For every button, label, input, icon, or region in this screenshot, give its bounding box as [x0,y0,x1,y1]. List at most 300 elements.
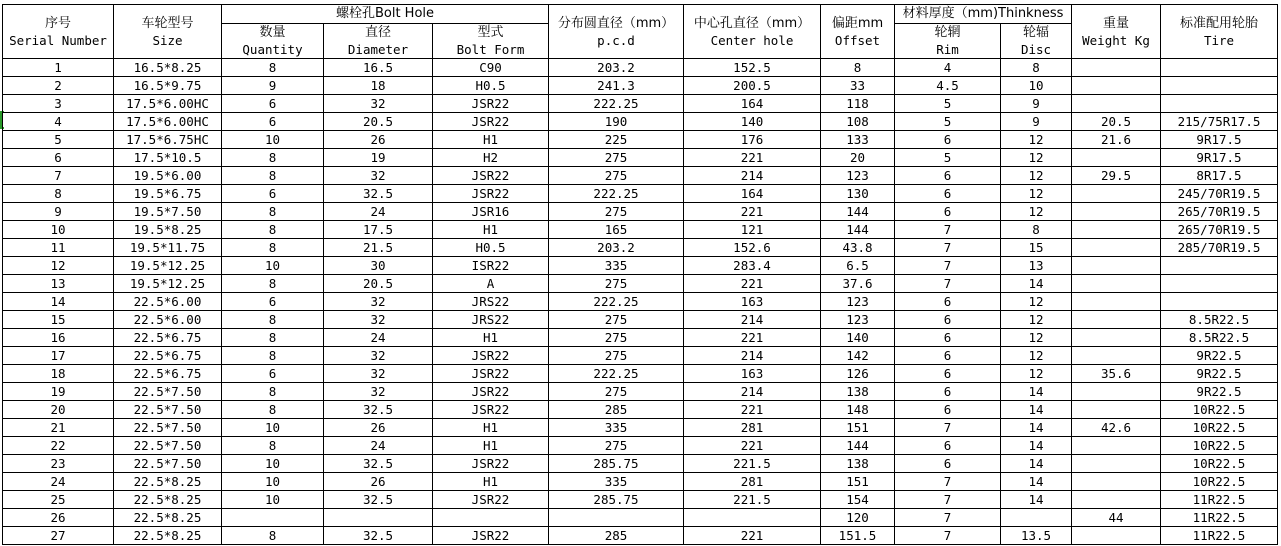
cell-offset[interactable]: 142 [821,347,895,365]
cell-serial[interactable]: 19 [3,383,114,401]
header-serial[interactable] [3,5,114,59]
cell-size[interactable]: 16.5*8.25 [114,59,222,77]
cell-rim[interactable]: 7 [895,473,1001,491]
cell-tire[interactable] [1161,59,1278,77]
cell-offset[interactable]: 144 [821,221,895,239]
cell-center-hole[interactable]: 152.6 [684,239,821,257]
cell-weight[interactable] [1072,221,1161,239]
header-rim[interactable] [895,24,1001,59]
cell-diameter[interactable]: 32.5 [324,527,433,545]
cell-tire[interactable]: 9R17.5 [1161,131,1278,149]
cell-serial[interactable]: 15 [3,311,114,329]
cell-bolt-form[interactable]: JSR16 [433,203,549,221]
cell-bolt-form[interactable]: C90 [433,59,549,77]
cell-rim[interactable]: 5 [895,95,1001,113]
cell-diameter[interactable]: 26 [324,473,433,491]
cell-size[interactable]: 22.5*8.25 [114,491,222,509]
cell-quantity[interactable]: 8 [222,329,324,347]
cell-weight[interactable] [1072,437,1161,455]
cell-disc[interactable]: 12 [1001,365,1072,383]
cell-disc[interactable] [1001,509,1072,527]
cell-quantity[interactable]: 10 [222,257,324,275]
cell-quantity[interactable]: 6 [222,113,324,131]
cell-size[interactable]: 22.5*6.00 [114,293,222,311]
cell-diameter[interactable]: 24 [324,203,433,221]
cell-tire[interactable]: 285/70R19.5 [1161,239,1278,257]
cell-disc[interactable]: 9 [1001,95,1072,113]
cell-pcd[interactable]: 275 [549,311,684,329]
cell-serial[interactable]: 23 [3,455,114,473]
cell-bolt-form[interactable]: H2 [433,149,549,167]
cell-disc[interactable]: 12 [1001,167,1072,185]
header-bolt-hole[interactable]: 螺栓孔Bolt Hole [222,5,549,24]
cell-serial[interactable]: 9 [3,203,114,221]
cell-bolt-form[interactable]: JSR22 [433,167,549,185]
cell-quantity[interactable]: 10 [222,491,324,509]
cell-pcd[interactable]: 165 [549,221,684,239]
cell-weight[interactable] [1072,383,1161,401]
cell-diameter[interactable]: 32.5 [324,491,433,509]
cell-weight[interactable]: 42.6 [1072,419,1161,437]
cell-serial[interactable]: 1 [3,59,114,77]
header-diameter[interactable] [324,24,433,59]
cell-tire[interactable] [1161,257,1278,275]
cell-weight[interactable] [1072,257,1161,275]
cell-quantity[interactable]: 8 [222,59,324,77]
cell-offset[interactable]: 138 [821,383,895,401]
cell-serial[interactable]: 21 [3,419,114,437]
cell-weight[interactable] [1072,185,1161,203]
cell-serial[interactable]: 16 [3,329,114,347]
cell-rim[interactable]: 6 [895,167,1001,185]
cell-disc[interactable]: 12 [1001,149,1072,167]
cell-center-hole[interactable]: 121 [684,221,821,239]
cell-serial[interactable]: 8 [3,185,114,203]
cell-center-hole[interactable]: 281 [684,473,821,491]
cell-center-hole[interactable]: 281 [684,419,821,437]
cell-diameter[interactable]: 32 [324,383,433,401]
cell-quantity[interactable]: 8 [222,149,324,167]
cell-rim[interactable]: 6 [895,455,1001,473]
cell-rim[interactable]: 6 [895,365,1001,383]
cell-pcd[interactable]: 335 [549,419,684,437]
header-center-hole[interactable] [684,5,821,59]
cell-diameter[interactable]: 32.5 [324,455,433,473]
header-tire[interactable] [1161,5,1278,59]
cell-tire[interactable] [1161,293,1278,311]
cell-serial[interactable]: 24 [3,473,114,491]
cell-diameter[interactable]: 30 [324,257,433,275]
cell-pcd[interactable]: 222.25 [549,95,684,113]
cell-weight[interactable] [1072,203,1161,221]
cell-pcd[interactable]: 203.2 [549,59,684,77]
cell-bolt-form[interactable]: H1 [433,419,549,437]
cell-quantity[interactable]: 9 [222,77,324,95]
cell-diameter[interactable]: 32.5 [324,401,433,419]
cell-center-hole[interactable]: 164 [684,185,821,203]
cell-quantity[interactable]: 10 [222,419,324,437]
cell-diameter[interactable]: 20.5 [324,275,433,293]
cell-rim[interactable]: 7 [895,221,1001,239]
cell-disc[interactable]: 12 [1001,311,1072,329]
cell-bolt-form[interactable]: JSR22 [433,455,549,473]
cell-offset[interactable]: 120 [821,509,895,527]
cell-rim[interactable]: 6 [895,383,1001,401]
cell-pcd[interactable]: 285 [549,527,684,545]
cell-weight[interactable] [1072,401,1161,419]
cell-rim[interactable]: 6 [895,437,1001,455]
cell-rim[interactable]: 6 [895,293,1001,311]
header-size[interactable] [114,5,222,59]
cell-pcd[interactable]: 275 [549,203,684,221]
cell-diameter[interactable]: 18 [324,77,433,95]
cell-tire[interactable] [1161,275,1278,293]
cell-center-hole[interactable]: 214 [684,311,821,329]
cell-diameter[interactable] [324,509,433,527]
cell-disc[interactable]: 14 [1001,401,1072,419]
cell-weight[interactable] [1072,329,1161,347]
cell-quantity[interactable]: 6 [222,293,324,311]
cell-diameter[interactable]: 24 [324,437,433,455]
cell-tire[interactable]: 10R22.5 [1161,437,1278,455]
cell-size[interactable]: 16.5*9.75 [114,77,222,95]
cell-pcd[interactable]: 275 [549,275,684,293]
cell-size[interactable]: 22.5*8.25 [114,509,222,527]
cell-offset[interactable]: 20 [821,149,895,167]
cell-center-hole[interactable]: 221 [684,401,821,419]
cell-offset[interactable]: 151 [821,419,895,437]
cell-size[interactable]: 22.5*7.50 [114,419,222,437]
cell-bolt-form[interactable]: H1 [433,221,549,239]
cell-offset[interactable]: 140 [821,329,895,347]
cell-center-hole[interactable]: 221 [684,437,821,455]
cell-diameter[interactable]: 32 [324,365,433,383]
cell-serial[interactable]: 12 [3,257,114,275]
cell-bolt-form[interactable]: JSR22 [433,401,549,419]
cell-size[interactable]: 17.5*6.75HC [114,131,222,149]
cell-disc[interactable]: 9 [1001,113,1072,131]
cell-bolt-form[interactable]: JSR22 [433,95,549,113]
cell-quantity[interactable]: 8 [222,221,324,239]
cell-bolt-form[interactable]: A [433,275,549,293]
cell-tire[interactable]: 265/70R19.5 [1161,221,1278,239]
cell-tire[interactable]: 11R22.5 [1161,491,1278,509]
cell-weight[interactable]: 35.6 [1072,365,1161,383]
cell-quantity[interactable]: 8 [222,167,324,185]
cell-bolt-form[interactable]: JSR22 [433,383,549,401]
cell-size[interactable]: 22.5*7.50 [114,401,222,419]
cell-disc[interactable]: 15 [1001,239,1072,257]
cell-serial[interactable]: 2 [3,77,114,95]
cell-rim[interactable]: 7 [895,527,1001,545]
cell-bolt-form[interactable]: H0.5 [433,239,549,257]
cell-tire[interactable]: 265/70R19.5 [1161,203,1278,221]
cell-pcd[interactable]: 275 [549,149,684,167]
cell-rim[interactable]: 5 [895,113,1001,131]
cell-center-hole[interactable]: 221 [684,149,821,167]
cell-rim[interactable]: 4 [895,59,1001,77]
cell-tire[interactable]: 8.5R22.5 [1161,311,1278,329]
cell-disc[interactable]: 8 [1001,59,1072,77]
cell-pcd[interactable]: 222.25 [549,185,684,203]
cell-quantity[interactable]: 8 [222,203,324,221]
cell-center-hole[interactable]: 214 [684,167,821,185]
cell-bolt-form[interactable]: H1 [433,131,549,149]
cell-size[interactable]: 22.5*8.25 [114,527,222,545]
cell-rim[interactable]: 6 [895,131,1001,149]
cell-quantity[interactable]: 8 [222,383,324,401]
cell-serial[interactable]: 3 [3,95,114,113]
cell-serial[interactable]: 14 [3,293,114,311]
cell-weight[interactable] [1072,491,1161,509]
cell-disc[interactable]: 12 [1001,131,1072,149]
cell-pcd[interactable]: 222.25 [549,293,684,311]
cell-pcd[interactable]: 335 [549,257,684,275]
cell-disc[interactable]: 14 [1001,419,1072,437]
cell-size[interactable]: 22.5*6.75 [114,329,222,347]
cell-quantity[interactable]: 6 [222,365,324,383]
cell-tire[interactable]: 245/70R19.5 [1161,185,1278,203]
cell-size[interactable]: 19.5*8.25 [114,221,222,239]
cell-tire[interactable]: 10R22.5 [1161,473,1278,491]
cell-offset[interactable]: 154 [821,491,895,509]
cell-rim[interactable]: 6 [895,401,1001,419]
cell-serial[interactable]: 7 [3,167,114,185]
cell-quantity[interactable]: 8 [222,347,324,365]
cell-pcd[interactable]: 275 [549,167,684,185]
cell-diameter[interactable]: 19 [324,149,433,167]
cell-tire[interactable]: 10R22.5 [1161,455,1278,473]
cell-center-hole[interactable] [684,509,821,527]
cell-pcd[interactable]: 203.2 [549,239,684,257]
cell-rim[interactable]: 6 [895,311,1001,329]
cell-pcd[interactable]: 275 [549,347,684,365]
cell-weight[interactable]: 29.5 [1072,167,1161,185]
cell-bolt-form[interactable]: JSR22 [433,527,549,545]
cell-center-hole[interactable]: 221.5 [684,491,821,509]
cell-weight[interactable] [1072,149,1161,167]
cell-size[interactable]: 19.5*7.50 [114,203,222,221]
cell-offset[interactable]: 148 [821,401,895,419]
cell-serial[interactable]: 22 [3,437,114,455]
header-offset[interactable] [821,5,895,59]
cell-center-hole[interactable]: 152.5 [684,59,821,77]
cell-quantity[interactable]: 10 [222,455,324,473]
cell-diameter[interactable]: 32 [324,347,433,365]
cell-weight[interactable] [1072,275,1161,293]
cell-disc[interactable]: 10 [1001,77,1072,95]
cell-tire[interactable]: 215/75R17.5 [1161,113,1278,131]
cell-rim[interactable]: 6 [895,185,1001,203]
cell-pcd[interactable]: 222.25 [549,365,684,383]
cell-disc[interactable]: 14 [1001,491,1072,509]
cell-pcd[interactable]: 275 [549,383,684,401]
cell-weight[interactable] [1072,95,1161,113]
cell-quantity[interactable]: 8 [222,239,324,257]
cell-center-hole[interactable]: 221 [684,329,821,347]
cell-rim[interactable]: 4.5 [895,77,1001,95]
cell-serial[interactable]: 11 [3,239,114,257]
header-pcd[interactable] [549,5,684,59]
cell-diameter[interactable]: 32 [324,95,433,113]
cell-weight[interactable] [1072,239,1161,257]
cell-diameter[interactable]: 26 [324,419,433,437]
cell-size[interactable]: 19.5*12.25 [114,257,222,275]
cell-center-hole[interactable]: 221.5 [684,455,821,473]
cell-offset[interactable]: 126 [821,365,895,383]
cell-bolt-form[interactable]: JSR22 [433,113,549,131]
cell-offset[interactable]: 144 [821,203,895,221]
cell-rim[interactable]: 7 [895,509,1001,527]
cell-bolt-form[interactable]: JSR22 [433,185,549,203]
cell-rim[interactable]: 7 [895,419,1001,437]
cell-bolt-form[interactable]: H1 [433,473,549,491]
cell-weight[interactable] [1072,347,1161,365]
cell-disc[interactable]: 12 [1001,293,1072,311]
cell-pcd[interactable]: 241.3 [549,77,684,95]
cell-diameter[interactable]: 32 [324,311,433,329]
cell-rim[interactable]: 7 [895,239,1001,257]
cell-offset[interactable]: 108 [821,113,895,131]
cell-quantity[interactable] [222,509,324,527]
cell-tire[interactable]: 9R17.5 [1161,149,1278,167]
cell-bolt-form[interactable]: H1 [433,329,549,347]
cell-center-hole[interactable]: 221 [684,203,821,221]
cell-diameter[interactable]: 21.5 [324,239,433,257]
cell-diameter[interactable]: 32.5 [324,185,433,203]
cell-rim[interactable]: 7 [895,275,1001,293]
cell-center-hole[interactable]: 221 [684,275,821,293]
cell-offset[interactable]: 138 [821,455,895,473]
cell-offset[interactable]: 151.5 [821,527,895,545]
cell-bolt-form[interactable]: JSR22 [433,491,549,509]
cell-weight[interactable]: 44 [1072,509,1161,527]
cell-tire[interactable]: 11R22.5 [1161,527,1278,545]
cell-size[interactable]: 22.5*7.50 [114,455,222,473]
cell-pcd[interactable]: 225 [549,131,684,149]
cell-offset[interactable]: 43.8 [821,239,895,257]
cell-bolt-form[interactable]: H1 [433,437,549,455]
cell-center-hole[interactable]: 140 [684,113,821,131]
header-weight[interactable] [1072,5,1161,59]
cell-serial[interactable]: 6 [3,149,114,167]
header-bolt-form[interactable] [433,24,549,59]
cell-center-hole[interactable]: 164 [684,95,821,113]
cell-size[interactable]: 17.5*6.00HC [114,113,222,131]
cell-weight[interactable] [1072,311,1161,329]
cell-disc[interactable]: 14 [1001,455,1072,473]
cell-bolt-form[interactable]: JRS22 [433,311,549,329]
cell-size[interactable]: 22.5*6.75 [114,365,222,383]
cell-tire[interactable]: 8.5R22.5 [1161,329,1278,347]
cell-pcd[interactable]: 275 [549,437,684,455]
cell-quantity[interactable]: 8 [222,275,324,293]
cell-bolt-form[interactable]: JSR22 [433,347,549,365]
cell-weight[interactable]: 20.5 [1072,113,1161,131]
cell-center-hole[interactable]: 163 [684,365,821,383]
cell-quantity[interactable]: 6 [222,185,324,203]
cell-serial[interactable]: 10 [3,221,114,239]
cell-rim[interactable]: 6 [895,329,1001,347]
cell-pcd[interactable]: 335 [549,473,684,491]
cell-tire[interactable]: 10R22.5 [1161,401,1278,419]
cell-disc[interactable]: 12 [1001,347,1072,365]
cell-center-hole[interactable]: 283.4 [684,257,821,275]
cell-size[interactable]: 17.5*6.00HC [114,95,222,113]
cell-offset[interactable]: 33 [821,77,895,95]
cell-quantity[interactable]: 8 [222,401,324,419]
cell-rim[interactable]: 6 [895,203,1001,221]
cell-size[interactable]: 22.5*6.75 [114,347,222,365]
cell-serial[interactable]: 17 [3,347,114,365]
cell-offset[interactable]: 130 [821,185,895,203]
cell-size[interactable]: 19.5*6.00 [114,167,222,185]
cell-size[interactable]: 22.5*7.50 [114,383,222,401]
cell-center-hole[interactable]: 176 [684,131,821,149]
cell-serial[interactable]: 25 [3,491,114,509]
cell-tire[interactable]: 11R22.5 [1161,509,1278,527]
cell-size[interactable]: 17.5*10.5 [114,149,222,167]
cell-disc[interactable]: 12 [1001,185,1072,203]
cell-quantity[interactable]: 8 [222,311,324,329]
cell-pcd[interactable]: 275 [549,329,684,347]
cell-rim[interactable]: 7 [895,257,1001,275]
cell-tire[interactable]: 9R22.5 [1161,365,1278,383]
cell-quantity[interactable]: 10 [222,131,324,149]
cell-size[interactable]: 22.5*7.50 [114,437,222,455]
cell-tire[interactable] [1161,77,1278,95]
cell-serial[interactable]: 26 [3,509,114,527]
cell-tire[interactable] [1161,95,1278,113]
cell-disc[interactable]: 12 [1001,329,1072,347]
cell-disc[interactable]: 12 [1001,203,1072,221]
cell-diameter[interactable]: 26 [324,131,433,149]
cell-offset[interactable]: 123 [821,293,895,311]
cell-tire[interactable]: 9R22.5 [1161,383,1278,401]
cell-serial[interactable]: 27 [3,527,114,545]
cell-disc[interactable]: 14 [1001,275,1072,293]
cell-size[interactable]: 22.5*6.00 [114,311,222,329]
cell-pcd[interactable]: 285 [549,401,684,419]
cell-disc[interactable]: 13.5 [1001,527,1072,545]
cell-offset[interactable]: 8 [821,59,895,77]
cell-disc[interactable]: 8 [1001,221,1072,239]
cell-tire[interactable]: 8R17.5 [1161,167,1278,185]
cell-size[interactable]: 19.5*12.25 [114,275,222,293]
cell-offset[interactable]: 151 [821,473,895,491]
cell-offset[interactable]: 123 [821,167,895,185]
cell-tire[interactable]: 9R22.5 [1161,347,1278,365]
cell-offset[interactable]: 123 [821,311,895,329]
cell-disc[interactable]: 14 [1001,383,1072,401]
cell-rim[interactable]: 5 [895,149,1001,167]
cell-bolt-form[interactable] [433,509,549,527]
cell-quantity[interactable]: 6 [222,95,324,113]
cell-serial[interactable]: 18 [3,365,114,383]
cell-rim[interactable]: 7 [895,491,1001,509]
cell-disc[interactable]: 14 [1001,437,1072,455]
cell-center-hole[interactable]: 214 [684,347,821,365]
cell-serial[interactable]: 13 [3,275,114,293]
cell-pcd[interactable]: 285.75 [549,455,684,473]
cell-size[interactable]: 19.5*6.75 [114,185,222,203]
cell-disc[interactable]: 14 [1001,473,1072,491]
cell-offset[interactable]: 144 [821,437,895,455]
cell-bolt-form[interactable]: H0.5 [433,77,549,95]
cell-rim[interactable]: 6 [895,347,1001,365]
cell-diameter[interactable]: 32 [324,293,433,311]
cell-bolt-form[interactable]: ISR22 [433,257,549,275]
